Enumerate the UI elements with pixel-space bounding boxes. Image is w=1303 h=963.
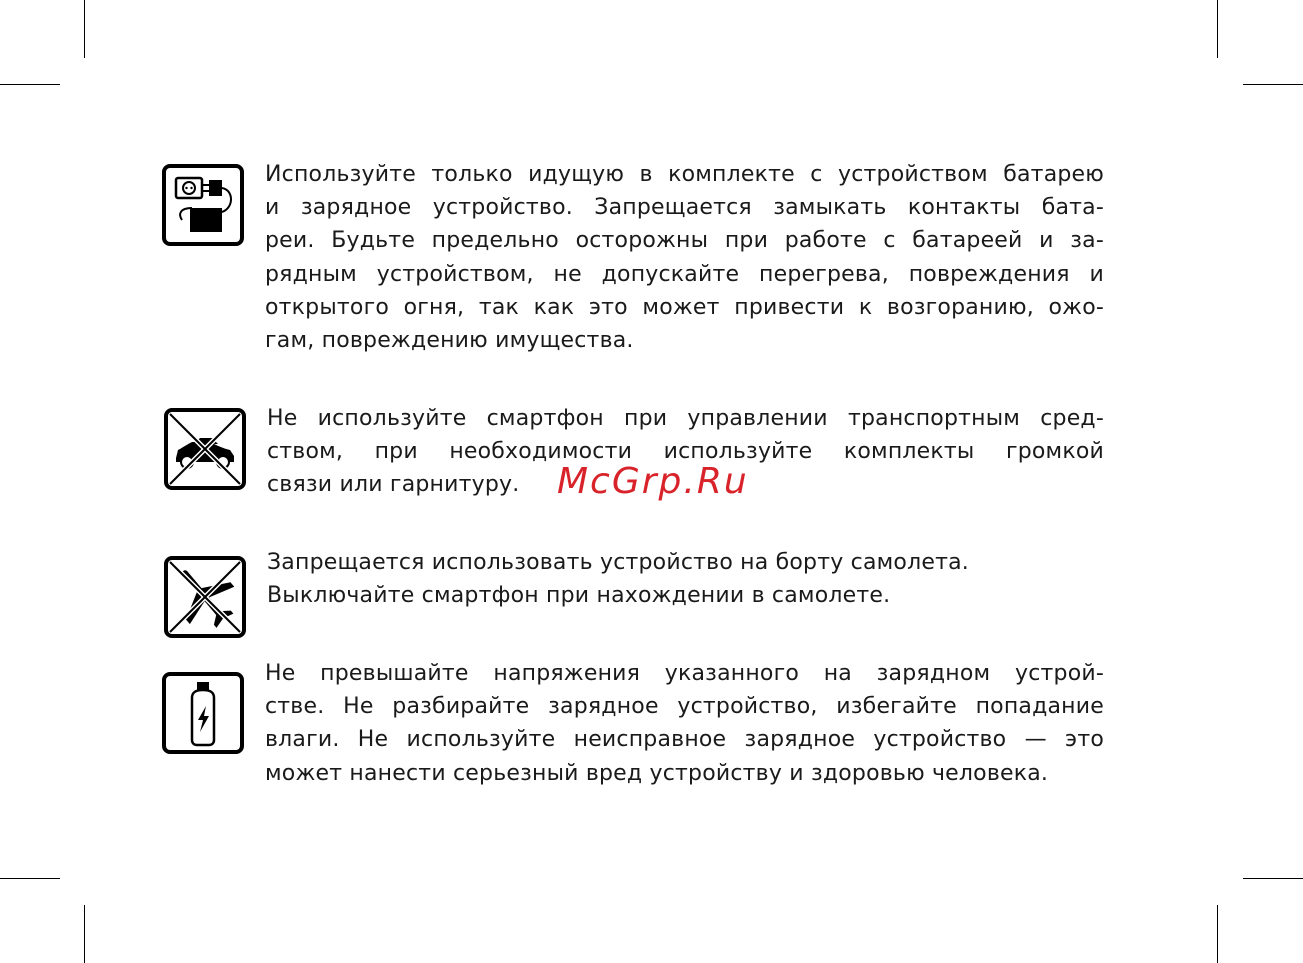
text-line: реи. Будьте предельно осторожны при работе с батареей и за-	[265, 228, 1104, 254]
crop-mark	[84, 0, 85, 58]
crop-mark	[0, 84, 60, 85]
battery-warning-text	[265, 158, 1104, 357]
text-line: гам, повреждению имущества.	[265, 328, 634, 354]
charger-warning-text	[265, 657, 1104, 790]
text-line: Выключайте смартфон при нахождении в самолете.	[267, 583, 891, 609]
text-line: рядным устройством, не допускайте перегрева, повреждения и	[265, 261, 1104, 287]
text-line: Запрещается использовать устройство на борту самолета.	[267, 550, 969, 575]
text-line: может нанести серьезный вред устройству и здоровью человека.	[265, 760, 1049, 786]
watermark: McGrp.Ru	[557, 461, 749, 502]
text-line: влаги. Не используйте неисправное зарядное устройство — это	[265, 727, 1104, 753]
text-line: ством, при необходимости используйте комплекты громкой	[267, 439, 1104, 465]
charger-battery-icon	[162, 164, 244, 246]
crop-mark	[84, 905, 85, 963]
no-driving-icon	[164, 408, 246, 490]
crop-mark	[1243, 84, 1303, 85]
no-airplane-icon	[164, 556, 246, 638]
text-line: и зарядное устройство. Запрещается замыкать контакты бата-	[265, 195, 1104, 221]
text-line: Не превышайте напряжения указанного на зарядном устрой-	[265, 661, 1104, 686]
crop-mark	[1217, 905, 1218, 963]
crop-mark	[1217, 0, 1218, 58]
crop-mark	[1243, 878, 1303, 879]
text-line: Не используйте смартфон при управлении транспортным сред-	[267, 406, 1104, 431]
text-line: связи или гарнитуру.	[267, 472, 520, 498]
airplane-warning-text	[267, 546, 1104, 612]
charger-voltage-icon	[162, 672, 244, 754]
text-line: Используйте только идущую в комплекте с устройством батарею	[265, 162, 1104, 187]
text-line: открытого огня, так как это может привести к возгоранию, ожо-	[265, 294, 1104, 320]
text-line: стве. Не разбирайте зарядное устройство, избегайте попадание	[265, 694, 1104, 720]
crop-mark	[0, 878, 60, 879]
